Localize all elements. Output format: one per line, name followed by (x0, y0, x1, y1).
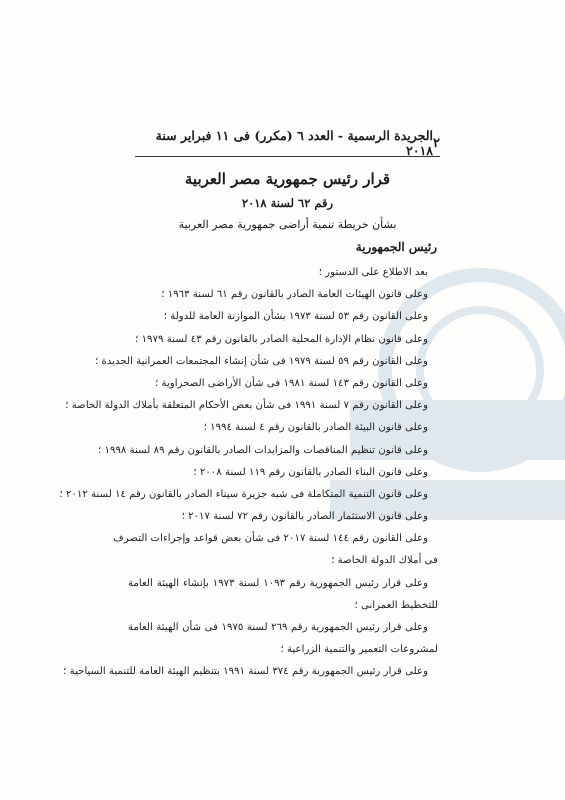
decree-body (59, 262, 438, 684)
body-line: لمشروعات التعمير والتنمية الزراعية ؛ (280, 644, 438, 656)
body-line: وعلى القانون رقم ٥٣ لسنة ١٩٧٣ بشأن الموازنة العامة للدولة ؛ (163, 311, 428, 323)
body-line: وعلى قانون نظام الإدارة المحلية الصادر بالقانون رقم ٤٣ لسنة ١٩٧٩ ؛ (135, 333, 428, 345)
body-line: وعلى القانون رقم ٧ لسنة ١٩٩١ فى شأن بعض الأحكام المتعلقة بأملاك الدولة الخاصة ؛ (65, 400, 428, 412)
decree-subject: بشأن خريطة تنمية أراضى جمهورية مصر العربية (178, 218, 397, 231)
body-line: بعد الاطلاع على الدستور ؛ (318, 267, 428, 278)
decree-title: قرار رئيس جمهورية مصر العربية (184, 170, 391, 188)
body-line: وعلى قانون التنمية المتكاملة فى شبه جزيرة سيناء الصادر بالقانون رقم ١٤ لسنة ٢٠١٢ ؛ (59, 488, 428, 500)
body-line: وعلى قانون الهيئات العامة الصادر بالقانون رقم ٦١ لسنة ١٩٦٣ ؛ (161, 289, 428, 301)
body-line: وعلى القانون رقم ١٤٣ لسنة ١٩٨١ فى شأن الأراضى الصحراوية ؛ (155, 377, 428, 389)
running-header (135, 128, 440, 158)
running-title: الجريدة الرسمية - العدد ٦ (مكرر) فى ١١ فبراير سنة ٢٠١٨ (155, 128, 434, 158)
body-line: وعلى قانون الاستثمار الصادر بالقانون رقم ٧٢ لسنة ٢٠١٧ ؛ (181, 511, 428, 523)
body-line: وعلى قرار رئيس الجمهورية رقم ١٠٩٣ لسنة ١٩٧٣ بإنشاء الهيئة العامة (128, 577, 428, 589)
body-line: وعلى قانون تنظيم المناقصات والمزايدات الصادر بالقانون رقم ٨٩ لسنة ١٩٩٨ ؛ (98, 444, 428, 456)
body-line: للتخطيط العمرانى ؛ (354, 599, 438, 611)
body-line: وعلى قانون البناء الصادر بالقانون رقم ١١٩ لسنة ٢٠٠٨ ؛ (193, 466, 428, 478)
body-line: وعلى القانون رقم ٥٩ لسنة ١٩٧٩ فى شأن إنشاء المجتمعات العمرانية الجديدة ؛ (95, 355, 428, 367)
header-divider (135, 156, 440, 157)
issuer-heading: رئيس الجمهورية (355, 240, 437, 254)
body-line: وعلى قرار رئيس الجمهورية رقم ٣٧٤ لسنة ١٩٩١ بتنظيم الهيئة العامة للتنمية السياحية ؛ (63, 666, 428, 678)
body-line: وعلى القانون رقم ١٤٤ لسنة ٢٠١٧ فى شأن بعض قواعد وإجراءات التصرف (113, 533, 428, 545)
body-line: وعلى قرار رئيس الجمهورية رقم ٢٦٩ لسنة ١٩٧٥ فى شأن الهيئة العامة (128, 622, 428, 633)
body-line: وعلى قانون البيئة الصادر بالقانون رقم ٤ لسنة ١٩٩٤ ؛ (203, 422, 428, 434)
decree-number: رقم ٦٢ لسنة ٢٠١٨ (241, 196, 334, 210)
page-number: ٢ (433, 135, 440, 151)
body-line: فى أملاك الدولة الخاصة ؛ (331, 555, 438, 567)
